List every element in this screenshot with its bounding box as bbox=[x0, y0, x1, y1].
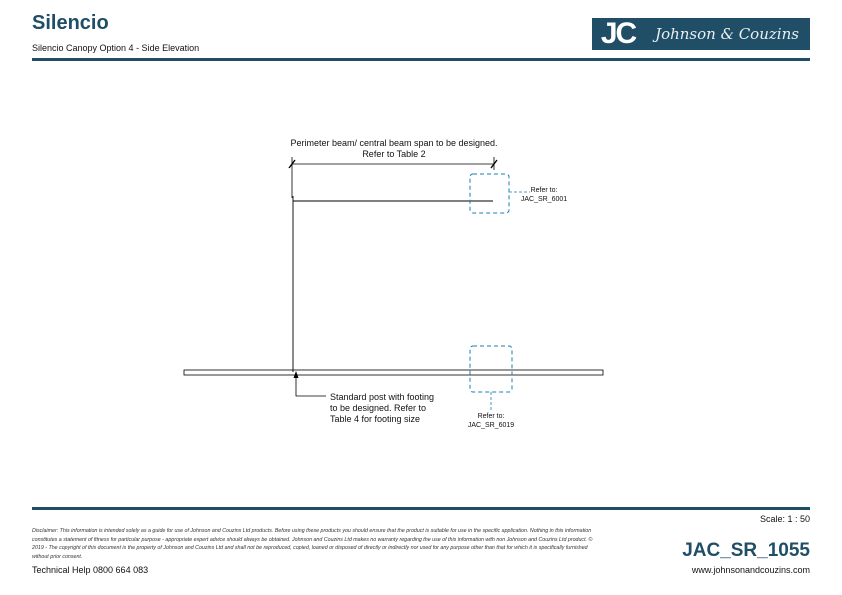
detail-callout-top bbox=[470, 174, 509, 213]
beam-note-line1: Perimeter beam/ central beam span to be designed. bbox=[290, 138, 498, 148]
reference-bottom-code: JAC_SR_6019 bbox=[467, 422, 515, 429]
beam-note-line2: Refer to Table 2 bbox=[362, 149, 426, 159]
reference-top-label: Refer to: bbox=[530, 187, 558, 194]
drawing-scale: Scale: 1 : 50 bbox=[759, 514, 810, 524]
logo-mark: JC bbox=[592, 18, 644, 50]
reference-top-code: JAC_SR_6001 bbox=[520, 196, 568, 203]
brand-title: Silencio bbox=[32, 12, 109, 34]
post-note-leader bbox=[296, 376, 326, 396]
reference-bottom-label: Refer to: bbox=[477, 413, 505, 420]
website-link[interactable]: www.johnsonandcouzins.com bbox=[691, 565, 810, 575]
post-note-line2: to be designed. Refer to bbox=[330, 403, 427, 413]
post-leader-arrowhead bbox=[294, 371, 299, 378]
beam-span-dimension bbox=[289, 157, 497, 198]
drawing-number: JAC_SR_1055 bbox=[682, 540, 810, 561]
logo-wordmark: Johnson & Couzins bbox=[644, 18, 810, 50]
detail-callout-bottom bbox=[470, 346, 512, 392]
post-note bbox=[330, 392, 460, 425]
drawing-title: Silencio Canopy Option 4 - Side Elevation bbox=[32, 43, 200, 53]
technical-help-phone: Technical Help 0800 664 083 bbox=[32, 565, 149, 575]
beam-span-note bbox=[284, 138, 504, 160]
reference-bottom bbox=[460, 412, 522, 430]
post-note-line1: Standard post with footing bbox=[330, 392, 435, 402]
post-note-line3: Table 4 for footing size bbox=[330, 414, 421, 424]
reference-top bbox=[514, 186, 574, 204]
disclaimer-text: Disclaimer: This information is intended solely as a guide for use of Johnson and Couzins Ltd products. Before using these products you should ensure that the product is suitable for use in the specific application. Nothing in this information constitutes a statement of fitness for particular purpose - appropriate expert advice should always be obtained. Johnson and Couzins Ltd makes no warranty regarding the use of this information with non Johnson and Couzins Ltd product. © 2019 - The copyright of this document is the property of Johnson and Couzins Ltd and shall not be reproduced, copied, loaned or disposed of directly or indirectly nor used for any purpose other than that for which it is specifically furnished without prior consent. bbox=[32, 528, 593, 560]
footer-rule bbox=[32, 507, 810, 510]
ground-line bbox=[184, 370, 603, 375]
